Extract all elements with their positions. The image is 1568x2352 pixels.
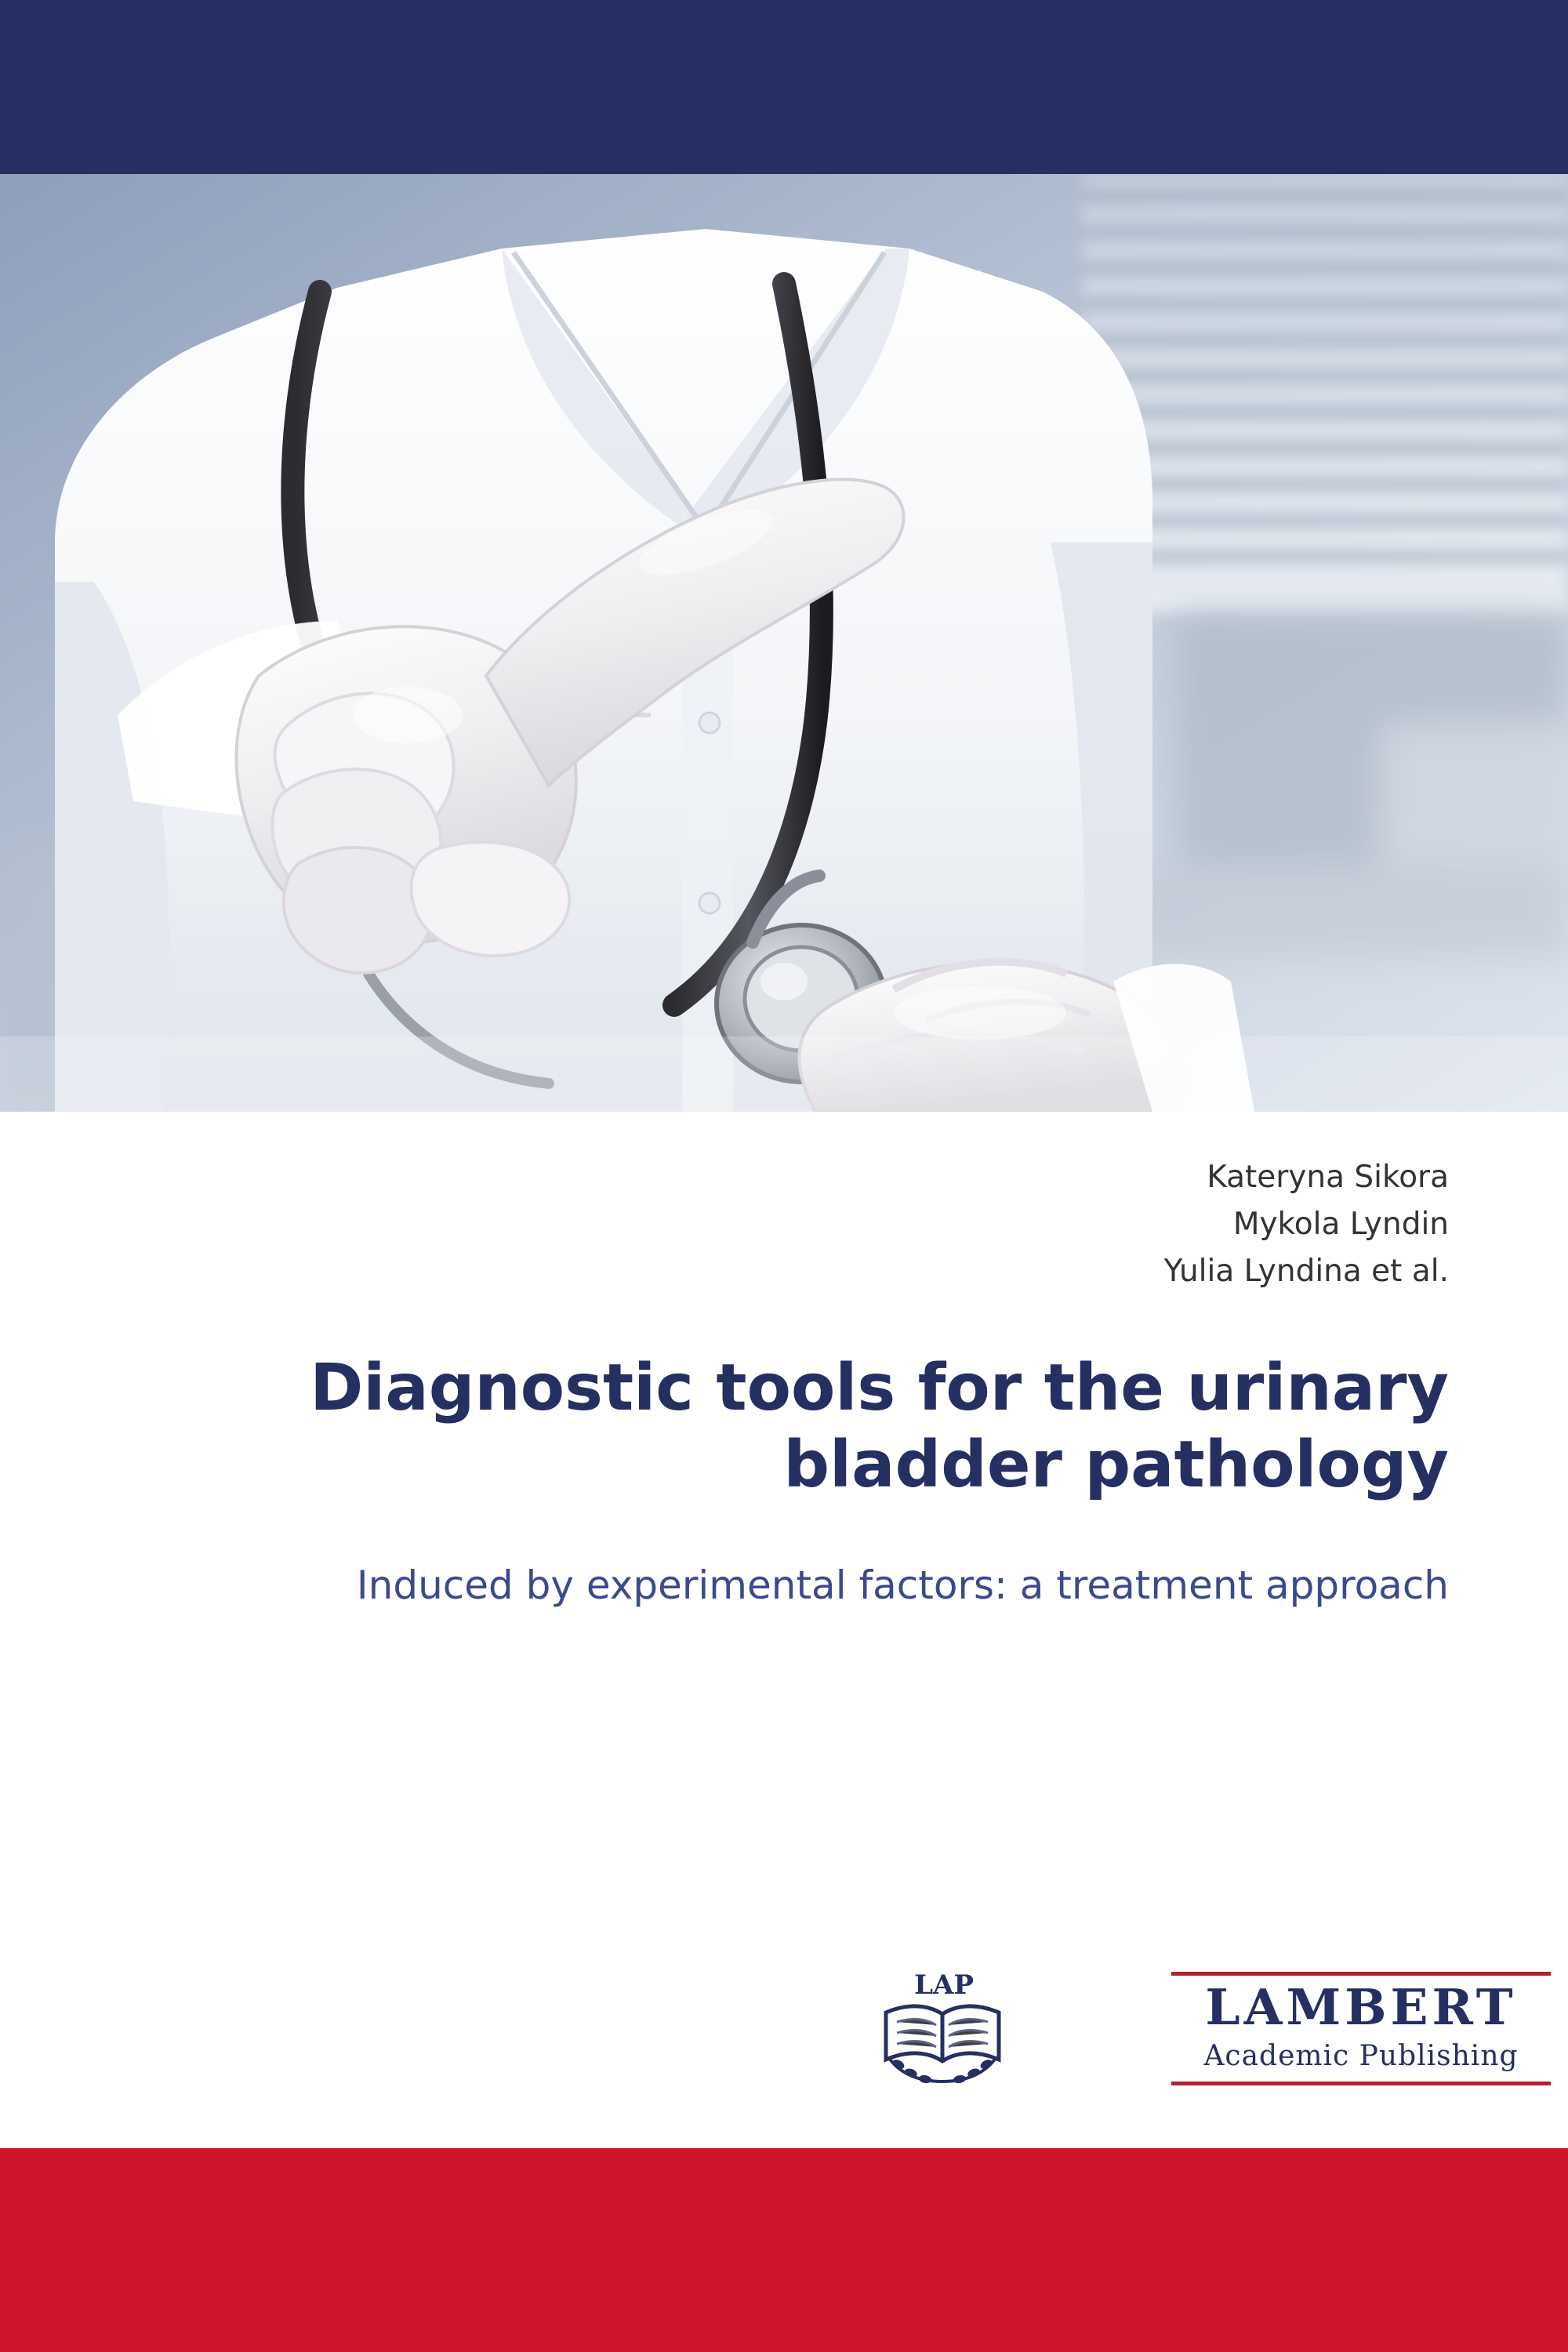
cover-photo: [0, 174, 1568, 1112]
doctor-gloves-stethoscope-photo: [0, 174, 1568, 1112]
bottom-color-band: [0, 2148, 1568, 2352]
publisher-name: LAMBERT: [1205, 1978, 1517, 2036]
author-list: [430, 1154, 1449, 1295]
open-book-laurel-icon: [877, 1964, 1011, 2088]
book-subtitle: Induced by experimental factors: a treatment approach: [356, 1563, 1449, 1608]
author-name: Mykola Lyndin: [1232, 1207, 1449, 1242]
publisher-wordmark: [1024, 1967, 1519, 2086]
author-name: Kateryna Sikora: [1207, 1160, 1449, 1195]
logo-rule-top: [1171, 1972, 1551, 1976]
publisher-tagline: Academic Publishing: [1203, 2040, 1519, 2072]
publisher-logo: [877, 1964, 1519, 2089]
top-color-band: [0, 0, 1568, 174]
logo-rule-bottom: [1171, 2082, 1551, 2085]
svg-text:LAP: LAP: [914, 1969, 974, 2001]
book-title: Diagnostic tools for the urinary bladder pathology: [310, 1351, 1449, 1502]
author-name: Yulia Lyndina et al.: [1163, 1254, 1449, 1289]
